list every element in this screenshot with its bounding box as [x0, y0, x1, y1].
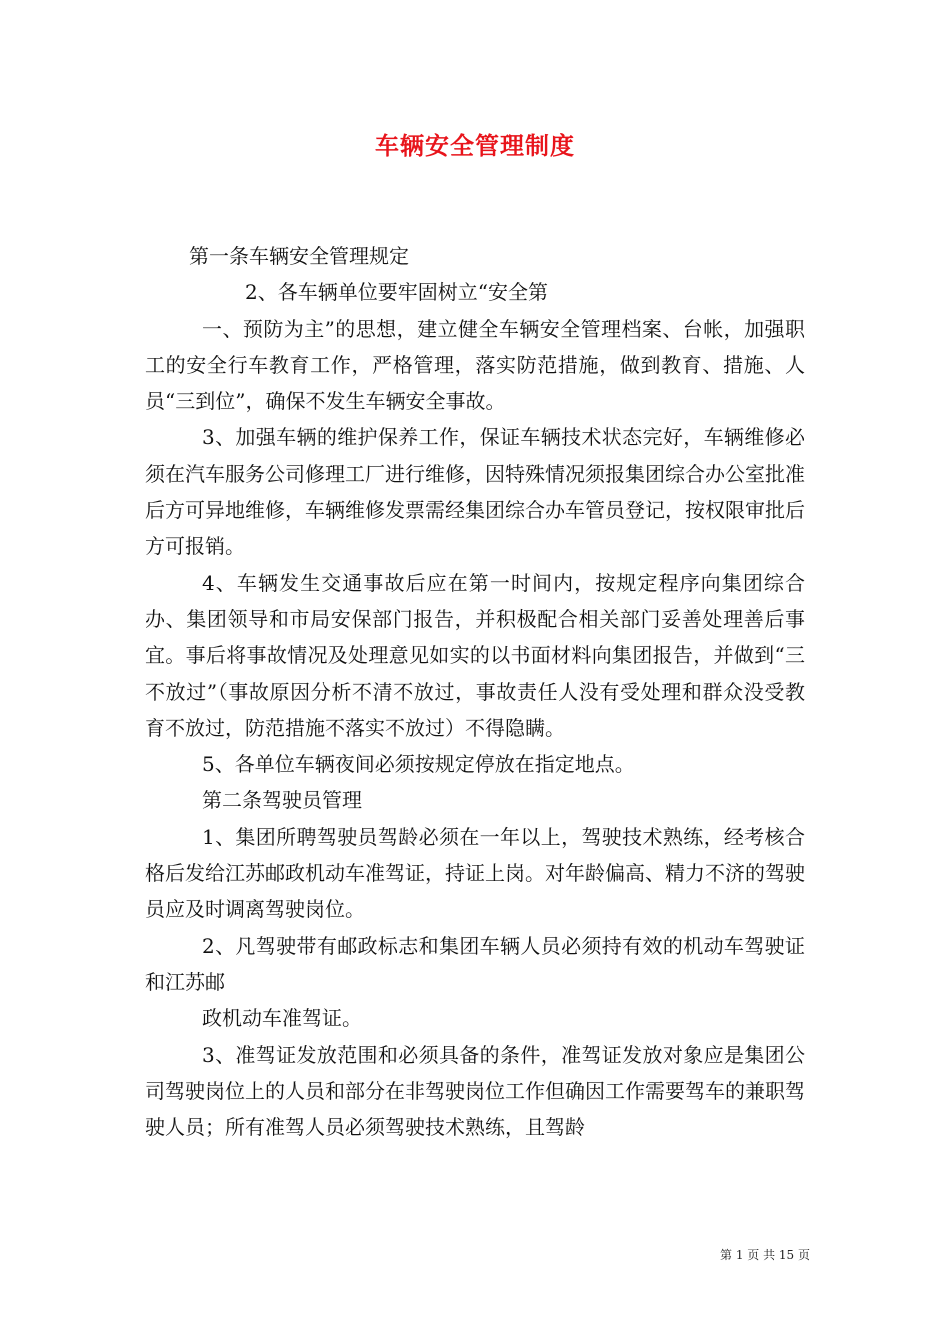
- paragraph: 4、车辆发生交通事故后应在第一时间内，按规定程序向集团综合办、集团领导和市局安保部门报告，并积极配合相关部门妥善处理善后事宜。事后将事故情况及处理意见如实的以书面材料向集团报告，并做到“三不放过”（事故原因分析不清不放过，事故责任人没有受处理和群众没受教育不放过，防范措施不落实不放过）不得隐瞒。: [145, 570, 805, 740]
- document-body: [145, 238, 805, 1145]
- paragraph: 2、凡驾驶带有邮政标志和集团车辆人员必须持有效的机动车驾驶证和江苏邮: [145, 933, 805, 994]
- paragraph: 2、各车辆单位要牢固树立“安全第: [245, 280, 548, 305]
- paragraph: 政机动车准驾证。: [202, 1006, 362, 1031]
- section-heading: 第一条车辆安全管理规定: [189, 244, 409, 268]
- paragraph: 3、准驾证发放范围和必须具备的条件，准驾证发放对象应是集团公司驾驶岗位上的人员和部分在非驾驶岗位工作但确因工作需要驾车的兼职驾驶人员；所有准驾人员必须驾驶技术熟练，且驾龄: [145, 1042, 805, 1140]
- paragraph: 一、预防为主”的思想，建立健全车辆安全管理档案、台帐，加强职工的安全行车教育工作，严格管理，落实防范措施，做到教育、措施、人员“三到位”，确保不发生车辆安全事故。: [145, 316, 805, 414]
- document-title: 车辆安全管理制度: [375, 131, 575, 160]
- paragraph: 1、集团所聘驾驶员驾龄必须在一年以上，驾驶技术熟练，经考核合格后发给江苏邮政机动车准驾证，持证上岗。对年龄偏高、精力不济的驾驶员应及时调离驾驶岗位。: [145, 824, 805, 922]
- paragraph: 3、加强车辆的维护保养工作，保证车辆技术状态完好，车辆维修必须在汽车服务公司修理工厂进行维修，因特殊情况须报集团综合办公室批准后方可异地维修，车辆维修发票需经集团综合办车管员登记，按权限审批后方可报销。: [145, 425, 805, 559]
- paragraph: 5、各单位车辆夜间必须按规定停放在指定地点。: [202, 752, 635, 777]
- section-heading: 第二条驾驶员管理: [202, 788, 362, 813]
- page-number: 第 1 页 共 15 页: [720, 1248, 810, 1262]
